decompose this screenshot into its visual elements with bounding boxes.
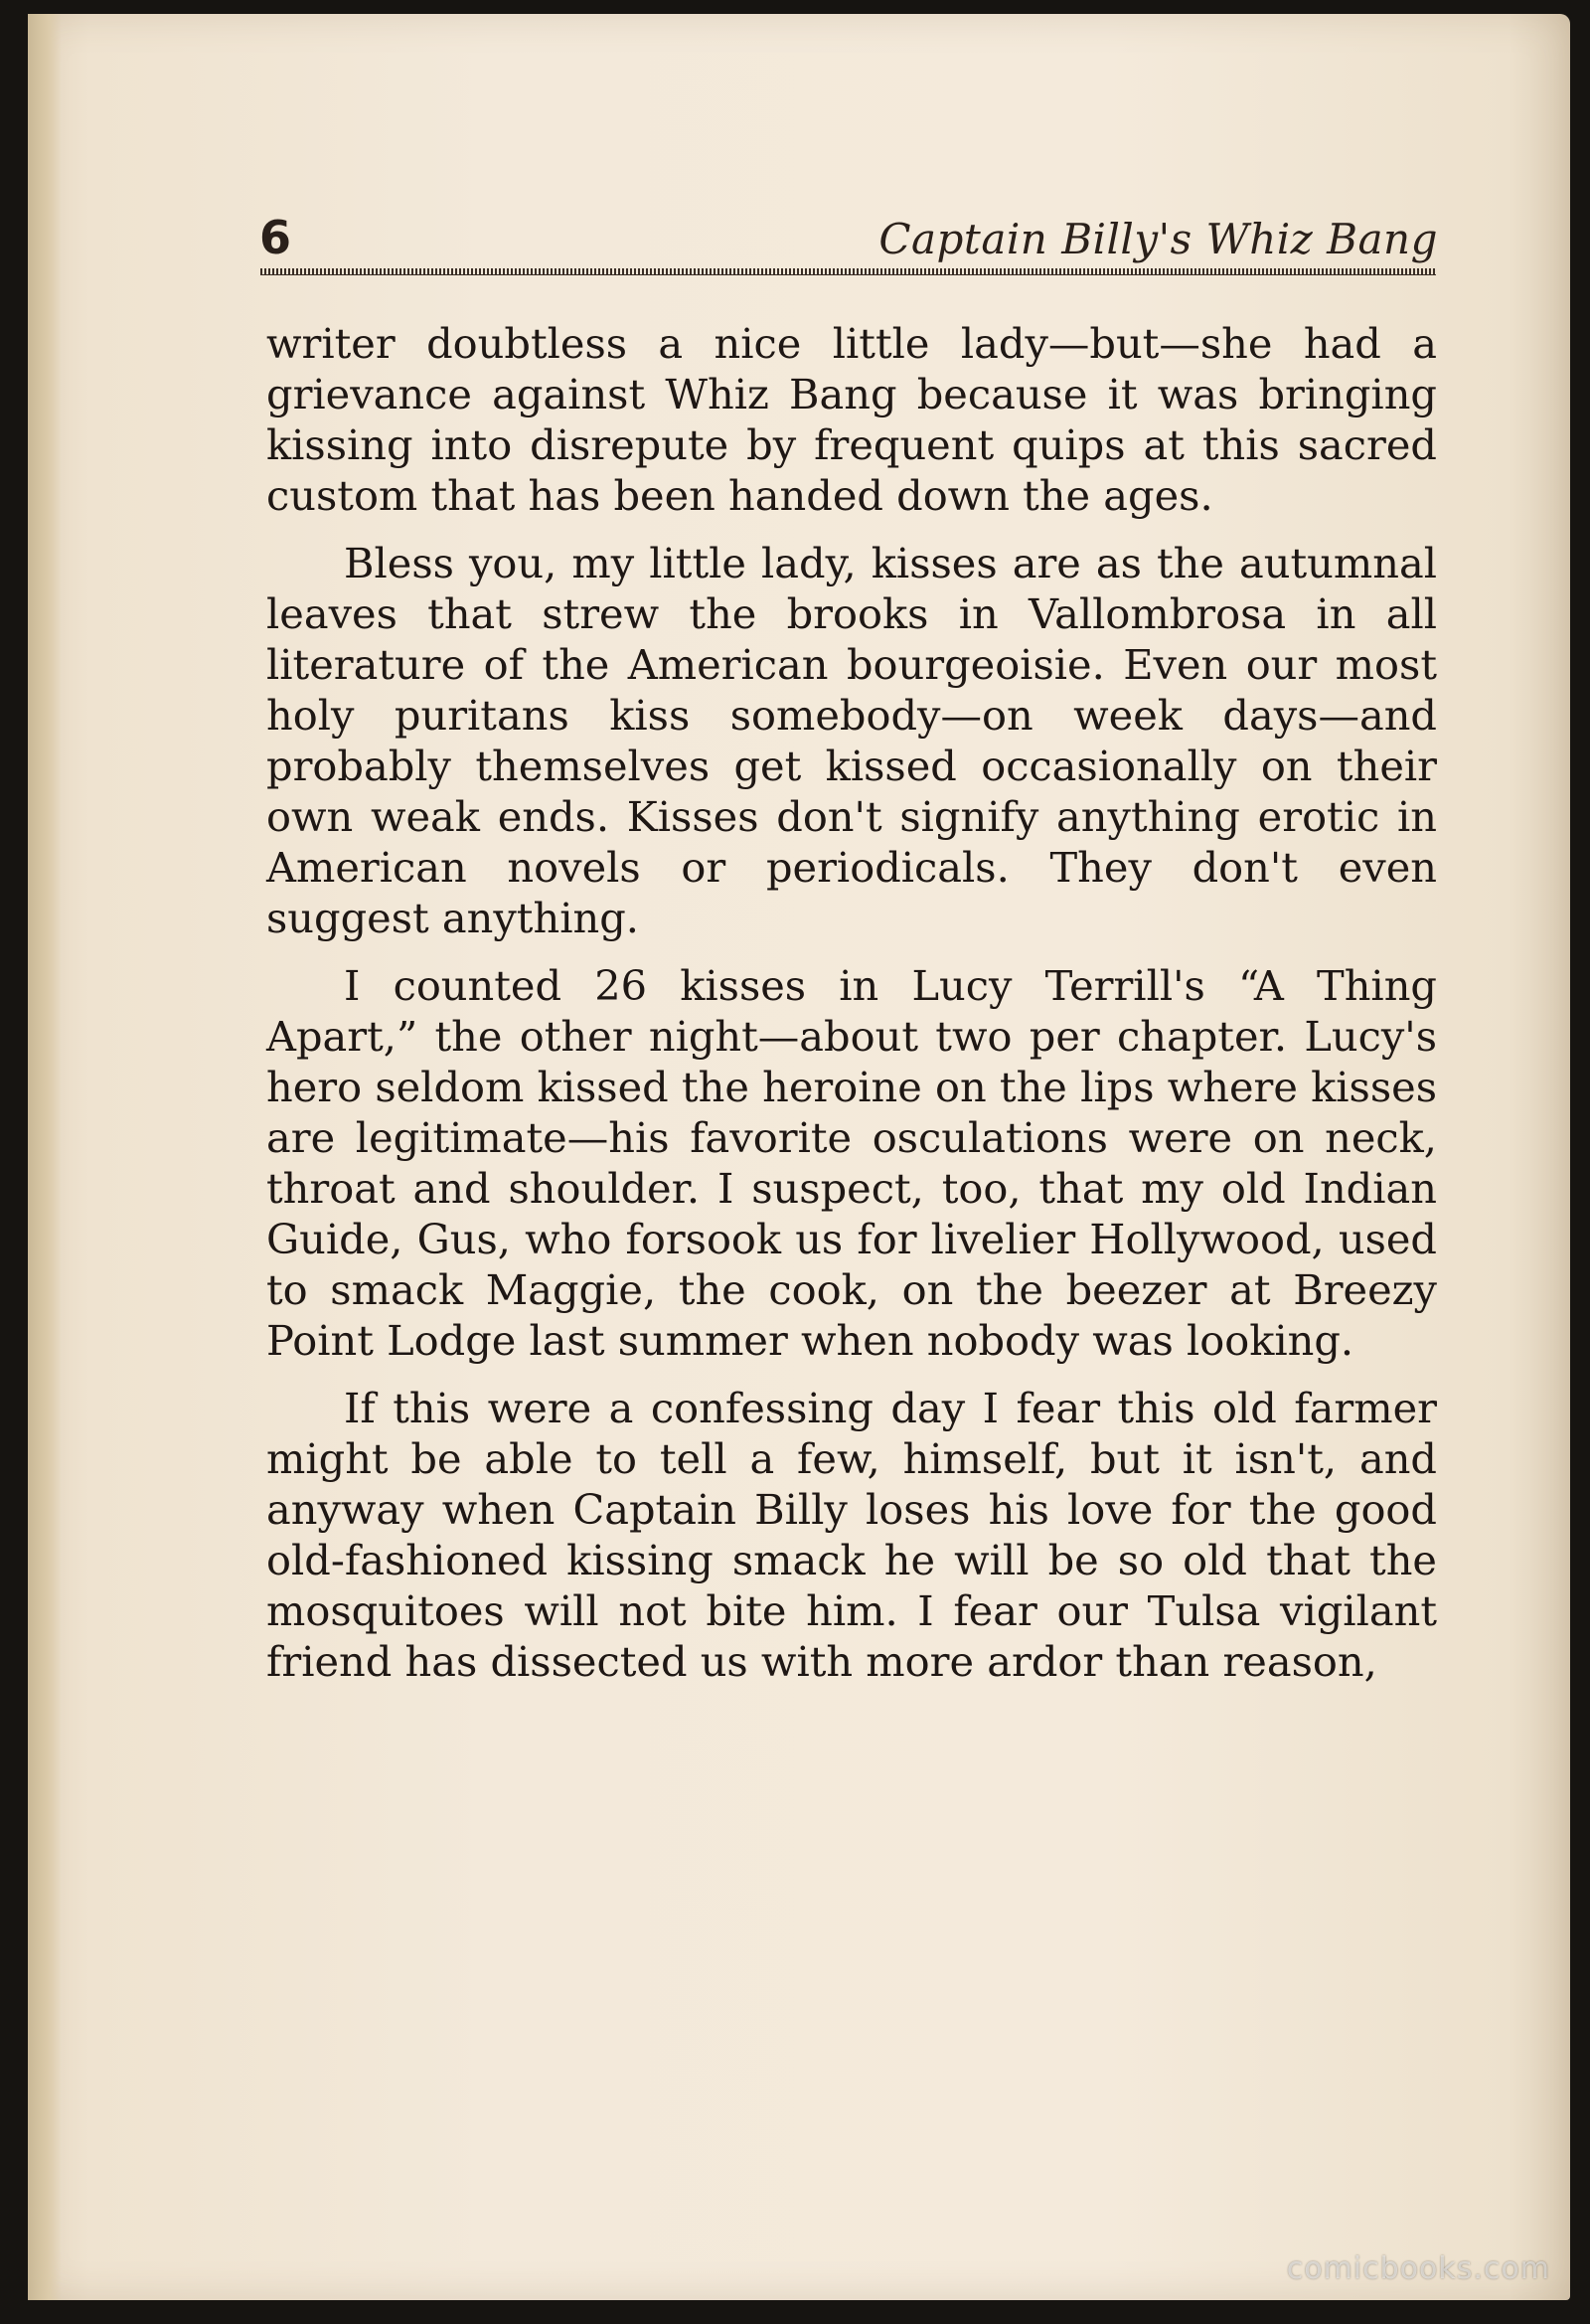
paragraph-1: writer doubtless a nice little lady—but—she had a grievance against Whiz Bang because it was bringing kissing into disrepute by frequent quips at this sacred custom that has been handed down the ages. <box>266 319 1437 520</box>
paragraph-3: I counted 26 kisses in Lucy Terrill's “A Thing Apart,” the other night—about two per chapter. Lucy's hero seldom kissed the heroine on the lips where kisses are legitimate—his favorite osculations were on neck, throat and shoulder. I suspect, too, that my old Indian Guide, Gus, who forsook us for livelier Hollywood, used to smack Maggie, the cook, on the beezer at Breezy Point Lodge last summer when nobody was looking. <box>266 961 1437 1365</box>
page-binding-edge <box>28 14 62 2300</box>
watermark: comicbooks.com <box>1286 2251 1550 2286</box>
running-title: Captain Billy's Whiz Bang <box>878 215 1438 263</box>
body-text <box>266 318 1437 1704</box>
paragraph-4: If this were a confessing day I fear this old farmer might be able to tell a few, himself, but it isn't, and anyway when Captain Billy loses his love for the good old-fashioned kissing smack he will be so old that the mosquitoes will not bite him. I fear our Tulsa vigilant friend has dissected us with more ardor than reason, <box>266 1384 1437 1686</box>
paragraph-2: Bless you, my little lady, kisses are as the autumnal leaves that strew the brooks in Vallombrosa in all literature of the American bourgeoisie. Even our most holy puritans kiss somebody—on week days—and probably themselves get kissed occasionally on their own weak ends. Kisses don't signify anything erotic in American novels or periodicals. They don't even suggest anything. <box>266 539 1437 942</box>
header-rule <box>260 268 1436 275</box>
page-number: 6 <box>259 211 292 264</box>
